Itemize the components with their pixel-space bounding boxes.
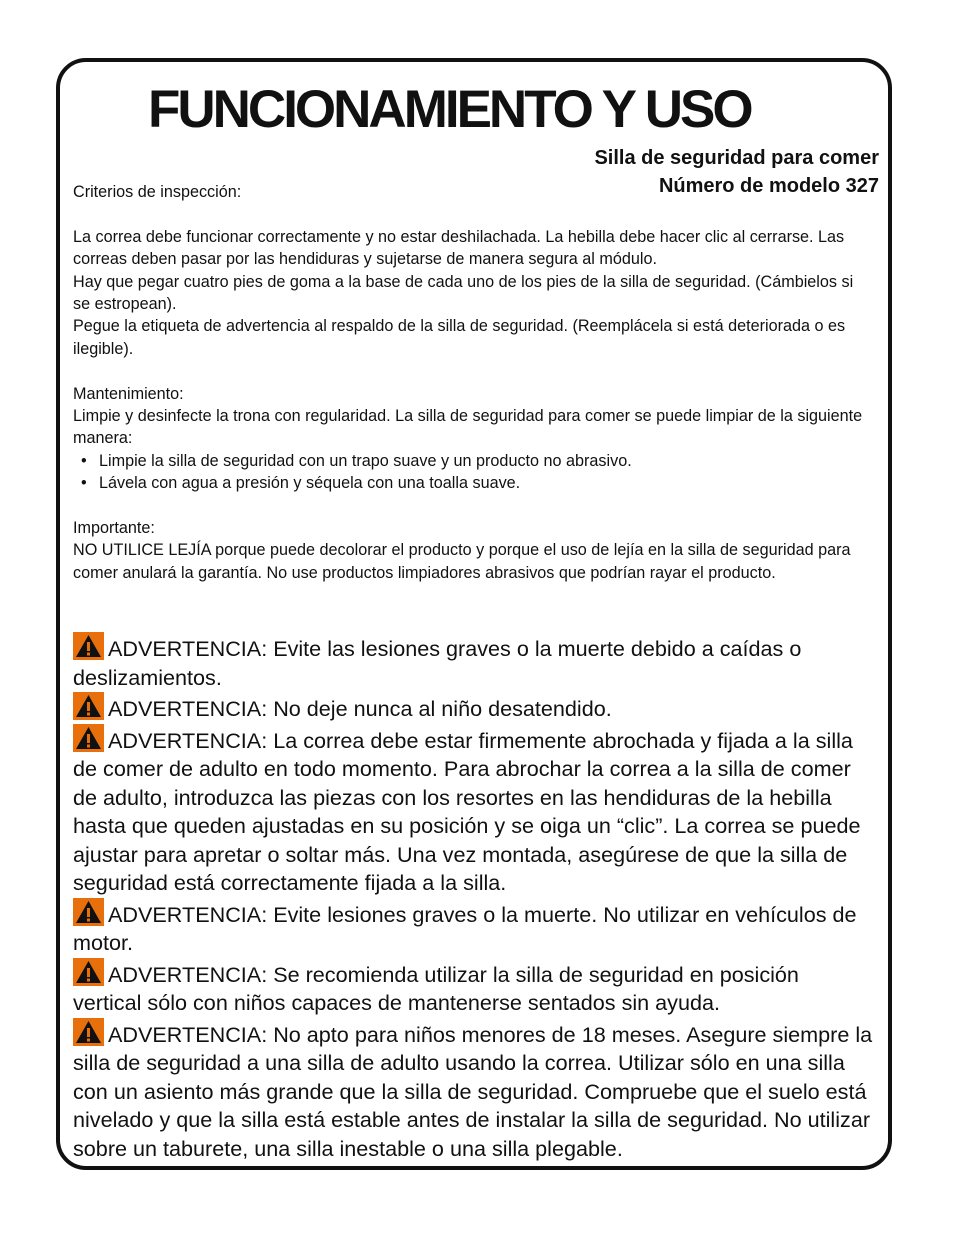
important-text: NO UTILICE LEJÍA porque puede decolorar el producto y porque el uso de lejía en la silla de seguridad para comer anulará la garantía. No use productos limpiadores abrasivos que podrían rayar el producto.	[73, 541, 851, 582]
warning-text: ADVERTENCIA: La correa debe estar firmemente abrochada y fijada a la silla de comer de adulto en todo momento. Para abrochar la correa a la silla de comer de adulto, introduzca las piezas con los resortes en las hendiduras de la hebilla hasta que queden ajustadas en su posición y se oiga un “clic”. La correa se puede ajustar para apretar o soltar más. Una vez montada, asegúrese de que la silla de seguridad está correctamente fijada a la silla.	[73, 727, 861, 895]
warning-text: ADVERTENCIA: Se recomienda utilizar la silla de seguridad en posición vertical sólo con niños capaces de mantenerse sentados sin ayuda.	[73, 961, 799, 1015]
list-item: • Lávela con agua a presión y séquela con una toalla suave.	[73, 472, 873, 494]
maintenance-list	[73, 450, 873, 495]
list-item: • Limpie la silla de seguridad con un trapo suave y un producto no abrasivo.	[73, 450, 873, 472]
warning-text: ADVERTENCIA: No apto para niños menores de 18 meses. Asegure siempre la silla de seguridad a una silla de adulto usando la correa. Utilizar sólo en una silla con un asiento más grande que la silla de seguridad. Compruebe que el suelo está nivelado y que la silla está estable antes de instalar la silla de seguridad. No utilizar sobre un taburete, una silla inestable o una silla plegable.	[73, 1021, 873, 1161]
maintenance-intro: Limpie y desinfecte la trona con regularidad. La silla de seguridad para comer se puede limpiar de la siguiente manera:	[73, 407, 863, 448]
warning-text: ADVERTENCIA: Evite lesiones graves o la muerte. No utilizar en vehículos de motor.	[73, 901, 857, 955]
inspection-paragraph: Pegue la etiqueta de advertencia al respaldo de la silla de seguridad. (Reemplácela si está deteriorada o es ilegible).	[73, 317, 846, 358]
maintenance-heading: Mantenimiento:	[73, 384, 184, 403]
warning-item	[73, 958, 873, 1018]
warning-text: ADVERTENCIA: No deje nunca al niño desatendido.	[108, 696, 612, 721]
warning-text: ADVERTENCIA: Evite las lesiones graves o la muerte debido a caídas o deslizamientos.	[73, 636, 802, 690]
page-title: FUNCIONAMIENTO Y USO	[148, 80, 751, 139]
warning-triangle-icon	[73, 632, 104, 660]
model-number: Número de modelo 327	[658, 175, 879, 197]
warning-item	[73, 692, 873, 724]
warning-triangle-icon	[73, 1018, 104, 1046]
important-heading: Importante:	[73, 519, 155, 538]
warning-triangle-icon	[73, 958, 104, 986]
warning-item	[73, 632, 873, 692]
warning-triangle-icon	[73, 898, 104, 926]
warning-item	[73, 1018, 873, 1164]
inspection-paragraph: Hay que pegar cuatro pies de goma a la base de cada uno de los pies de la silla de seguridad. (Cámbielos si se estropean).	[73, 272, 854, 314]
inspection-heading: Criterios de inspección:	[73, 183, 242, 201]
inspection-paragraph: La correa debe funcionar correctamente y no estar deshilachada. La hebilla debe hacer clic al cerrarse. Las correas deben pasar por las hendiduras y sujetarse de manera segura al módulo.	[73, 227, 845, 269]
instructions-body	[73, 181, 873, 584]
warning-triangle-icon	[73, 724, 104, 752]
warning-item	[73, 724, 873, 898]
warning-triangle-icon	[73, 692, 104, 720]
product-name: Silla de seguridad para comer	[594, 147, 879, 169]
warnings-list	[73, 632, 873, 1163]
warning-item	[73, 898, 873, 958]
